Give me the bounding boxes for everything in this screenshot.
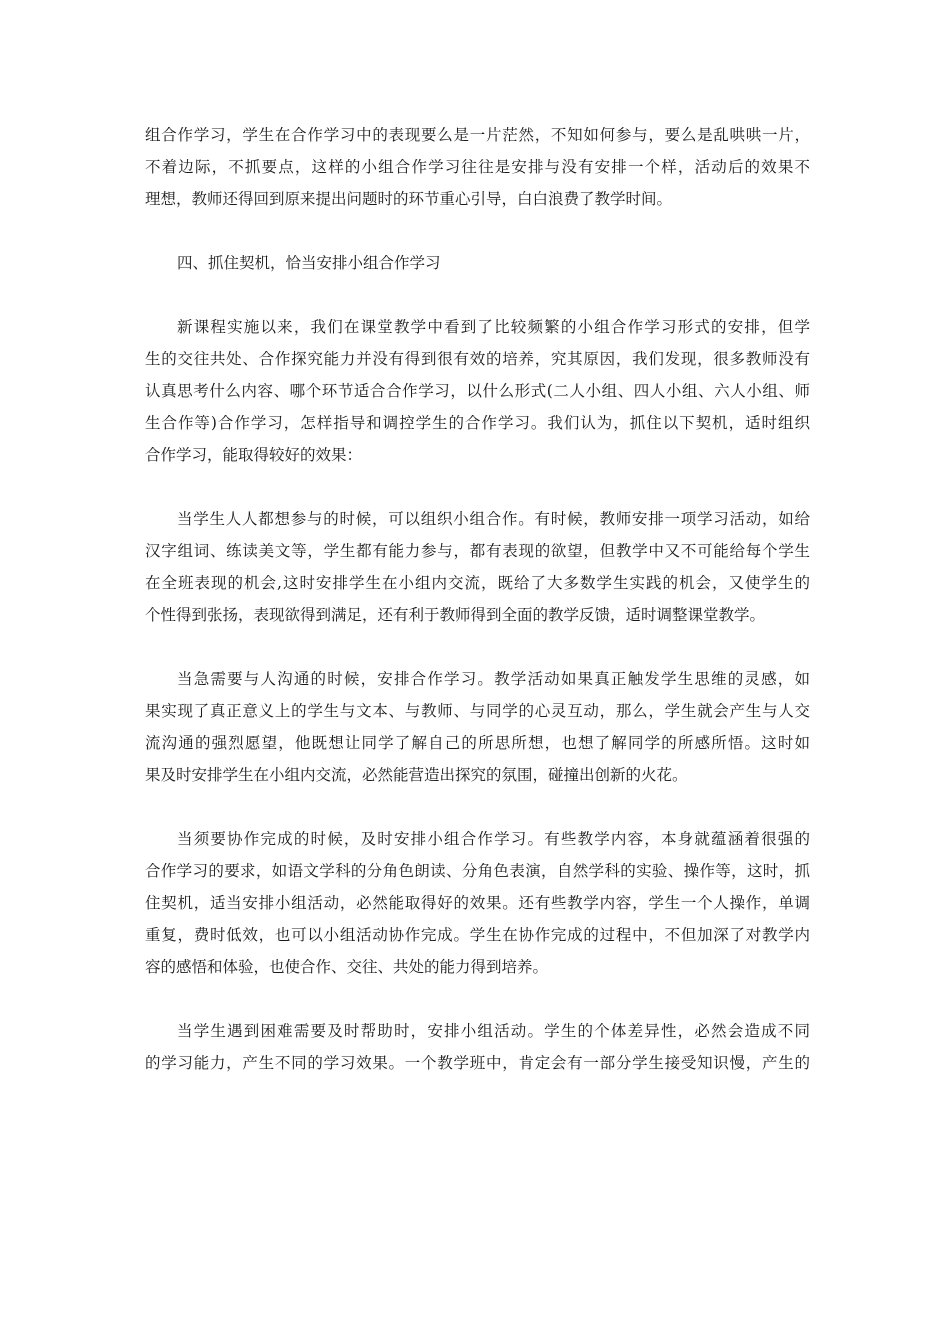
text-line: 汉字组词、练读美文等，学生都有能力参与，都有表现的欲望，但教学中又不可能给每个学生 [145,542,810,560]
text-line: 住契机，适当安排小组活动，必然能取得好的效果。还有些教学内容，学生一个人操作，单调 [145,894,810,912]
paragraph-everyone-participates [145,503,810,631]
text-line: 重复，费时低效，也可以小组活动协作完成。学生在协作完成的过程中，不但加深了对教学内 [145,926,810,944]
text-line: 在全班表现的机会,这时安排学生在小组内交流，既给了大多数学生实践的机会，又使学生的 [145,574,810,592]
paragraph-communication [145,663,810,791]
text-line: 当学生遇到困难需要及时帮助时，安排小组活动。学生的个体差异性，必然会造成不同 [177,1022,810,1040]
text-line: 组合作学习，学生在合作学习中的表现要么是一片茫然，不知如何参与，要么是乱哄哄一片， [145,126,810,144]
text-line: 生合作等)合作学习，怎样指导和调控学生的合作学习。我们认为，抓住以下契机，适时组织 [145,414,810,432]
text-line: 不着边际，不抓要点，这样的小组合作学习往往是安排与没有安排一个样，活动后的效果不 [145,158,810,176]
text-line: 认真思考什么内容、哪个环节适合合作学习，以什么形式(二人小组、四人小组、六人小组、师 [145,382,810,400]
paragraph-collaboration [145,823,810,983]
text-line: 合作学习，能取得较好的效果： [145,446,363,464]
heading-text: 四、抓住契机，恰当安排小组合作学习 [177,254,441,272]
text-line: 理想，教师还得回到原来提出问题时的环节重心引导，白白浪费了教学时间。 [145,190,673,208]
text-line: 当须要协作完成的时候，及时安排小组合作学习。有些教学内容，本身就蕴涵着很强的 [177,830,810,848]
text-line: 当急需要与人沟通的时候，安排合作学习。教学活动如果真正触发学生思维的灵感，如 [177,670,810,688]
text-line: 个性得到张扬，表现欲得到满足，还有利于教师得到全面的教学反馈，适时调整课堂教学。 [145,606,766,624]
paragraph-continued-intro [145,119,810,215]
text-line: 的学习能力，产生不同的学习效果。一个教学班中，肯定会有一部分学生接受知识慢，产生的 [145,1054,810,1072]
text-line: 合作学习的要求，如语文学科的分角色朗读、分角色表演，自然学科的实验、操作等，这时，抓 [145,862,810,880]
text-line: 果及时安排学生在小组内交流，必然能营造出探究的氛围，碰撞出创新的火花。 [145,766,688,784]
text-line: 流沟通的强烈愿望，他既想让同学了解自己的所思所想，也想了解同学的所感所悟。这时如 [145,734,810,752]
section-heading-4 [145,247,810,279]
text-line: 生的交往共处、合作探究能力并没有得到很有效的培养，究其原因，我们发现，很多教师没有 [145,350,810,368]
paragraph-difficulty-help [145,1015,810,1079]
document-body [145,119,810,1111]
text-line: 容的感悟和体验，也使合作、交往、共处的能力得到培养。 [145,958,549,976]
text-line: 当学生人人都想参与的时候，可以组织小组合作。有时候，教师安排一项学习活动，如给 [177,510,810,528]
text-line: 果实现了真正意义上的学生与文本、与教师、与同学的心灵互动，那么，学生就会产生与人交 [145,702,810,720]
paragraph-new-curriculum [145,311,810,471]
text-line: 新课程实施以来，我们在课堂教学中看到了比较频繁的小组合作学习形式的安排，但学 [177,318,810,336]
